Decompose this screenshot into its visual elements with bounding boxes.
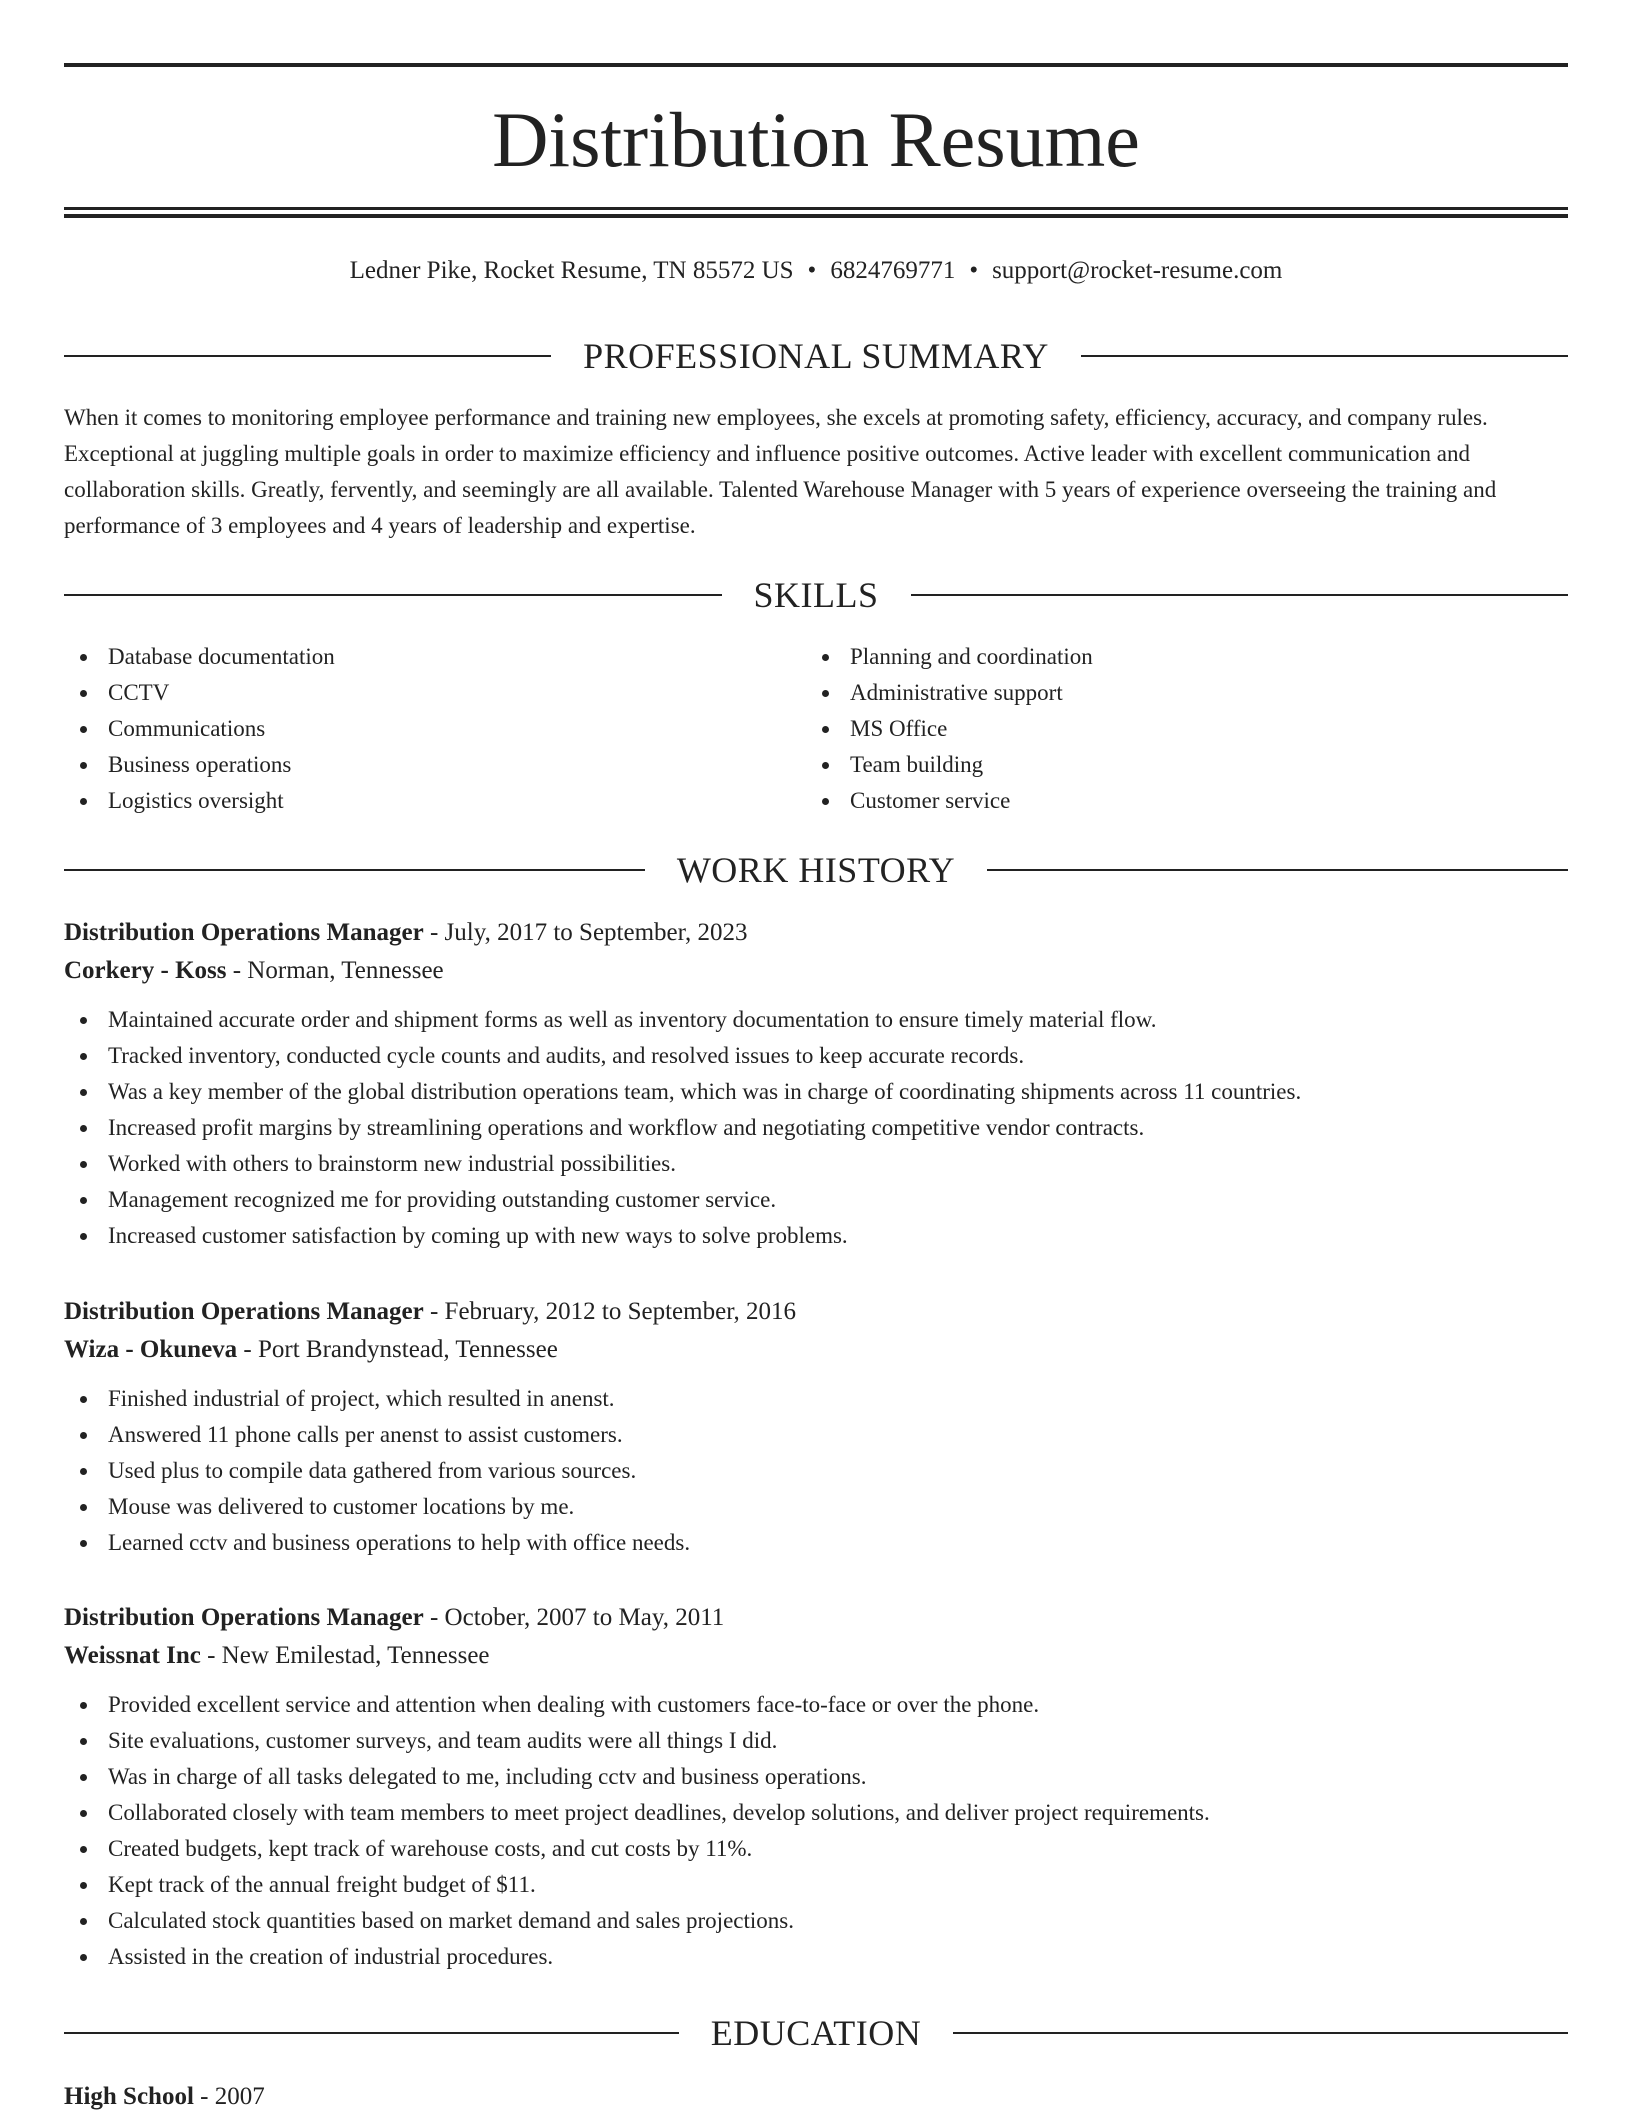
job-bullet: Worked with others to brainstorm new industrial possibilities.	[64, 1146, 1568, 1182]
education-year: - 2007	[193, 2083, 265, 2110]
heading-rule	[911, 594, 1569, 596]
job-bullet: Learned cctv and business operations to help with office needs.	[64, 1525, 1568, 1561]
section-heading-education	[64, 2009, 1568, 2057]
skill-item: Team building	[806, 747, 1093, 783]
skill-item: Database documentation	[64, 639, 335, 675]
job-title-line	[64, 1599, 1568, 1637]
job-company: Weissnat Inc	[64, 1642, 201, 1669]
job-title-line	[64, 1293, 1568, 1331]
skill-item: CCTV	[64, 675, 335, 711]
job-bullet: Created budgets, kept track of warehouse costs, and cut costs by 11%.	[64, 1831, 1568, 1867]
contact-line	[64, 253, 1568, 289]
job-dates: - February, 2012 to September, 2016	[423, 1298, 797, 1325]
job-company: Wiza - Okuneva	[64, 1336, 238, 1363]
job-location: - Port Brandynstead, Tennessee	[237, 1336, 558, 1363]
job-bullet: Mouse was delivered to customer locations by me.	[64, 1489, 1568, 1525]
job-location: - Norman, Tennessee	[226, 957, 444, 984]
skills-list-right	[806, 639, 1093, 819]
job-dates: - October, 2007 to May, 2011	[423, 1604, 725, 1631]
job-bullets	[64, 1381, 1568, 1561]
job-company-line	[64, 952, 1568, 990]
job-title: Distribution Operations Manager	[64, 1604, 424, 1631]
contact-phone: 6824769771	[830, 257, 956, 284]
skill-item: MS Office	[806, 711, 1093, 747]
job-bullet: Calculated stock quantities based on market demand and sales projections.	[64, 1903, 1568, 1939]
skill-item: Business operations	[64, 747, 335, 783]
job-dates: - July, 2017 to September, 2023	[423, 919, 748, 946]
job-entry	[64, 914, 1568, 1254]
job-bullet: Assisted in the creation of industrial procedures.	[64, 1939, 1568, 1975]
heading-rule	[64, 355, 551, 357]
skill-item: Planning and coordination	[806, 639, 1093, 675]
heading-rule	[64, 594, 722, 596]
job-bullet: Site evaluations, customer surveys, and team audits were all things I did.	[64, 1723, 1568, 1759]
job-bullet: Increased customer satisfaction by coming up with new ways to solve problems.	[64, 1218, 1568, 1254]
job-title-line	[64, 914, 1568, 952]
job-bullet: Provided excellent service and attention when dealing with customers face-to-face or over the phone.	[64, 1687, 1568, 1723]
job-bullet: Tracked inventory, conducted cycle counts and audits, and resolved issues to keep accurate records.	[64, 1038, 1568, 1074]
title-double-rule	[64, 207, 1568, 218]
job-bullet: Kept track of the annual freight budget of $11.	[64, 1867, 1568, 1903]
section-title: EDUCATION	[710, 2013, 922, 2053]
job-company-line	[64, 1637, 1568, 1675]
job-company-line	[64, 1331, 1568, 1369]
section-title: WORK HISTORY	[676, 850, 956, 890]
section-heading-work	[64, 846, 1568, 894]
job-bullet: Answered 11 phone calls per anenst to assist customers.	[64, 1417, 1568, 1453]
skill-item: Administrative support	[806, 675, 1093, 711]
job-entry	[64, 1599, 1568, 1975]
job-entry	[64, 1293, 1568, 1561]
job-bullet: Collaborated closely with team members to meet project deadlines, develop solutions, and deliver project requirements.	[64, 1795, 1568, 1831]
contact-separator: •	[969, 257, 979, 284]
heading-rule	[953, 2032, 1568, 2034]
skill-item: Communications	[64, 711, 335, 747]
section-title: PROFESSIONAL SUMMARY	[583, 336, 1049, 376]
contact-separator: •	[807, 257, 817, 284]
resume-title: Distribution Resume	[492, 96, 1140, 183]
section-heading-skills	[64, 571, 1568, 619]
contact-address: Ledner Pike, Rocket Resume, TN 85572 US	[349, 257, 794, 284]
job-company: Corkery - Koss	[64, 957, 227, 984]
heading-rule	[64, 869, 645, 871]
heading-rule	[987, 869, 1568, 871]
top-rule	[64, 63, 1568, 67]
job-location: - New Emilestad, Tennessee	[200, 1642, 490, 1669]
job-bullets	[64, 1002, 1568, 1254]
job-bullets	[64, 1687, 1568, 1975]
skill-item: Customer service	[806, 783, 1093, 819]
job-bullet: Maintained accurate order and shipment forms as well as inventory documentation to ensure timely material flow.	[64, 1002, 1568, 1038]
job-bullet: Was in charge of all tasks delegated to me, including cctv and business operations.	[64, 1759, 1568, 1795]
job-bullet: Used plus to compile data gathered from various sources.	[64, 1453, 1568, 1489]
education-entry	[64, 2078, 265, 2116]
job-title: Distribution Operations Manager	[64, 1298, 424, 1325]
heading-rule	[64, 2032, 679, 2034]
skills-list-left	[64, 639, 335, 819]
job-title: Distribution Operations Manager	[64, 919, 424, 946]
education-degree: High School	[64, 2083, 194, 2110]
section-heading-summary	[64, 332, 1568, 380]
job-bullet: Finished industrial of project, which resulted in anenst.	[64, 1381, 1568, 1417]
summary-text: When it comes to monitoring employee performance and training new employees, she excels at promoting safety, efficiency, accuracy, and company rules. Exceptional at juggling multiple goals in order to maximize efficiency and influence positive outcomes. Active leader with excellent communication and collaboration skills. Greatly, fervently, and seemingly are all available. Talented Warehouse Manager with 5 years of experience overseeing the training and performance of 3 employees and 4 years of leadership and expertise.	[64, 405, 1497, 538]
job-bullet: Increased profit margins by streamlining operations and workflow and negotiating competitive vendor contracts.	[64, 1110, 1568, 1146]
skill-item: Logistics oversight	[64, 783, 335, 819]
contact-email: support@rocket-resume.com	[992, 257, 1283, 284]
section-title: SKILLS	[753, 575, 879, 615]
heading-rule	[1081, 355, 1568, 357]
job-bullet: Was a key member of the global distribution operations team, which was in charge of coordinating shipments across 11 countries.	[64, 1074, 1568, 1110]
job-bullet: Management recognized me for providing outstanding customer service.	[64, 1182, 1568, 1218]
